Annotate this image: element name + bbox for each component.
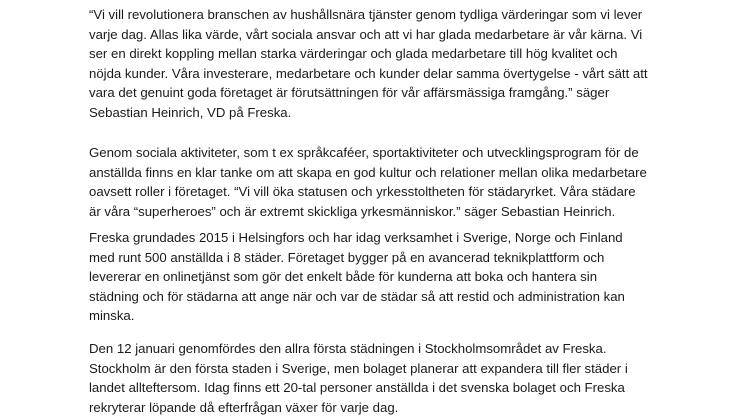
text-line: levererar en onlinetjänst som gör det enkelt både för kunderna att boka och hantera sin xyxy=(89,269,598,285)
paragraph-company-background xyxy=(89,228,689,326)
paragraph-stockholm-launch xyxy=(89,339,689,417)
text-line: med runt 500 anställda i 8 städer. Företaget bygger på en avancerad teknikplattform och xyxy=(89,249,605,265)
text-line: anställda finns en klar tanke om att skapa en god kultur och relationer mellan olika medarbetare xyxy=(89,164,647,180)
paragraph-ceo-quote xyxy=(89,5,689,123)
text-line: nöjda kunder. Våra investerare, medarbetare och kunder delar samma övertygelse - vårt sätt att xyxy=(89,65,648,81)
text-line: rekryterar löpande då efterfrågan växer för varje dag. xyxy=(89,399,399,415)
text-line: landet allteftersom. Idag finns ett 20-tal personer anställda i det svenska bolaget och Freska xyxy=(89,380,625,396)
text-line: städning och för städarna att ange när och var de städar så att restid och administration kan xyxy=(89,288,625,304)
text-line: minska. xyxy=(89,308,135,324)
text-line: Sebastian Heinrich, VD på Freska. xyxy=(89,104,292,120)
text-line: Stockholm är den första staden i Sverige, men bolaget planerar att expandera till fler städer i xyxy=(89,360,628,376)
text-line: Den 12 januari genomfördes den allra första städningen i Stockholmsområdet av Freska. xyxy=(89,341,607,356)
text-line: varje dag. Allas lika värde, vårt sociala ansvar och att vi har glada medarbetare är vår kärna. Vi xyxy=(89,26,643,42)
text-line: oavsett roller i företaget. “Vi vill öka statusen och yrkesstoltheten för städaryrket. Våra städare xyxy=(89,184,636,200)
text-line: vara det genuint goda företaget är förutsättningen för vår affärsmässiga framgång.” säger xyxy=(89,85,610,101)
text-line: Freska grundades 2015 i Helsingfors och har idag verksamhet i Sverige, Norge och Finland xyxy=(89,230,623,245)
text-line: ser en direkt koppling mellan starka värderingar och glada medarbetare till hög kvalitet och xyxy=(89,46,618,62)
text-line: “Vi vill revolutionera branschen av hushållsnära tjänster genom tydliga värderingar som vi lever xyxy=(89,7,643,22)
text-line: Genom sociala aktiviteter, som t ex språkcaféer, sportaktiviteter och utvecklingsprogram för de xyxy=(89,145,639,160)
paragraph-social-activities xyxy=(89,143,689,221)
text-line: är våra “superheroes” och är extremt skickliga yrkesmänniskor.” säger Sebastian Heinrich. xyxy=(89,203,616,219)
